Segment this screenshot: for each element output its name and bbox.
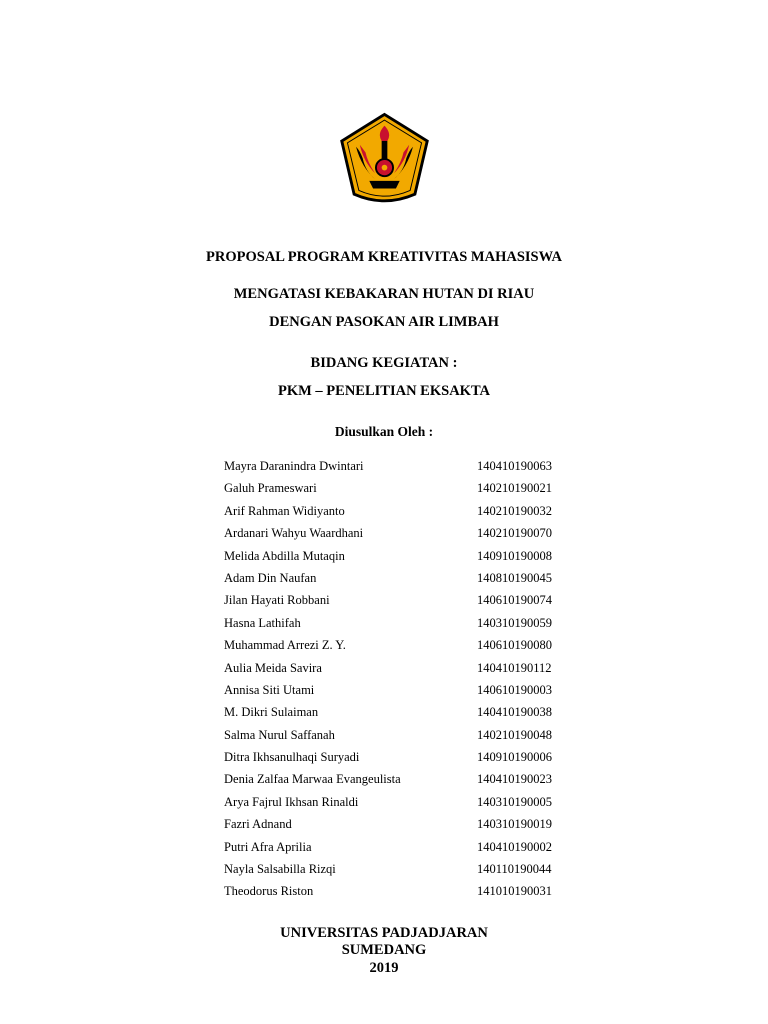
member-name: Hasna Lathifah <box>224 615 301 630</box>
member-row <box>224 479 564 501</box>
member-row <box>224 860 564 882</box>
member-list <box>224 457 564 905</box>
university-name: UNIVERSITAS PADJADJARAN <box>280 925 488 941</box>
member-name: Arya Fajrul Ikhsan Rinaldi <box>224 794 359 809</box>
member-name: Muhammad Arrezi Z. Y. <box>224 638 346 653</box>
member-student-id: 140910190008 <box>477 548 552 563</box>
proposal-title: PROPOSAL PROGRAM KREATIVITAS MAHASISWA <box>206 249 562 265</box>
member-student-id: 140410190063 <box>477 459 552 473</box>
member-name: Annisa Siti Utami <box>224 682 315 697</box>
member-row <box>224 524 564 546</box>
member-row <box>224 703 564 725</box>
member-name: Arif Rahman Widiyanto <box>224 503 345 518</box>
member-row <box>224 748 564 770</box>
year: 2019 <box>369 960 399 976</box>
city-name: SUMEDANG <box>341 942 427 958</box>
member-student-id: 140410190002 <box>477 839 552 854</box>
member-name: Ardanari Wahyu Waardhani <box>224 526 364 541</box>
member-student-id: 141010190031 <box>477 884 552 899</box>
member-name: Aulia Meida Savira <box>224 660 322 675</box>
member-name: Jilan Hayati Robbani <box>224 593 330 608</box>
topic-line-1: MENGATASI KEBAKARAN HUTAN DI RIAU <box>233 286 535 302</box>
member-student-id: 140910190006 <box>477 750 552 765</box>
member-name: Fazri Adnand <box>224 817 292 832</box>
field-label: BIDANG KEGIATAN : <box>310 355 458 371</box>
member-student-id: 140210190070 <box>477 526 552 541</box>
member-student-id: 140810190045 <box>477 570 552 585</box>
member-row <box>224 547 564 569</box>
member-row <box>224 815 564 837</box>
member-name: Mayra Daranindra Dwintari <box>224 459 364 473</box>
university-logo <box>337 112 432 208</box>
member-student-id: 140210190032 <box>477 503 552 518</box>
member-row <box>224 770 564 792</box>
field-value: PKM – PENELITIAN EKSAKTA <box>277 383 491 399</box>
member-row <box>224 502 564 524</box>
member-row <box>224 793 564 815</box>
member-student-id: 140210190021 <box>477 481 552 496</box>
member-student-id: 140210190048 <box>477 727 552 742</box>
member-row <box>224 614 564 636</box>
member-student-id: 140610190080 <box>477 638 552 653</box>
member-student-id: 140410190112 <box>477 660 552 675</box>
member-row <box>224 659 564 681</box>
member-name: Melida Abdilla Mutaqin <box>224 548 345 563</box>
member-student-id: 140310190005 <box>477 794 552 809</box>
member-student-id: 140110190044 <box>477 862 552 877</box>
member-name: Theodorus Riston <box>224 884 314 899</box>
member-name: Salma Nurul Saffanah <box>224 727 335 742</box>
member-name: Denia Zalfaa Marwaa Evangeulista <box>224 772 401 787</box>
member-row <box>224 457 564 479</box>
member-row <box>224 681 564 703</box>
member-student-id: 140610190074 <box>477 593 552 608</box>
member-name: Putri Afra Aprilia <box>224 839 312 854</box>
member-row <box>224 591 564 613</box>
member-row <box>224 636 564 658</box>
member-student-id: 140310190059 <box>477 615 552 630</box>
member-row <box>224 838 564 860</box>
member-student-id: 140410190038 <box>477 705 552 720</box>
proposed-by-label: Diusulkan Oleh : <box>334 424 434 439</box>
topic-line-2: DENGAN PASOKAN AIR LIMBAH <box>269 314 499 330</box>
member-student-id: 140410190023 <box>477 772 552 787</box>
member-row <box>224 882 564 904</box>
logo-base <box>369 181 399 189</box>
member-name: Galuh Prameswari <box>224 481 317 496</box>
member-name: Ditra Ikhsanulhaqi Suryadi <box>224 750 360 765</box>
member-name: Adam Din Naufan <box>224 570 317 585</box>
member-row <box>224 726 564 748</box>
member-student-id: 140610190003 <box>477 682 552 697</box>
member-name: Nayla Salsabilla Rizqi <box>224 862 336 877</box>
member-student-id: 140310190019 <box>477 817 552 832</box>
member-row <box>224 569 564 591</box>
member-name: M. Dikri Sulaiman <box>224 705 319 720</box>
